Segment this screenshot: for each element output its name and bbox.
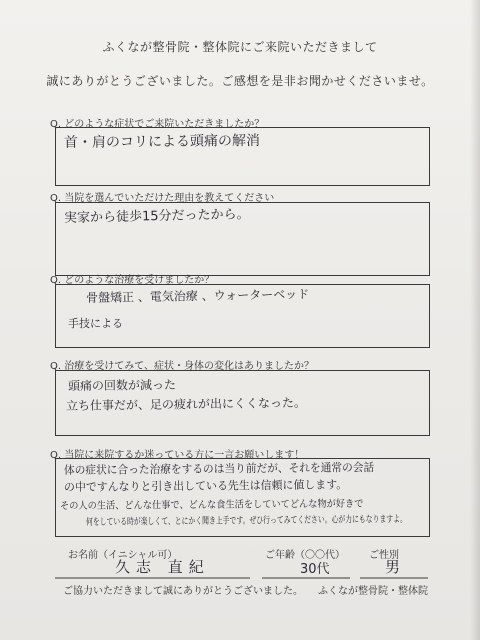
footer-clinic: ふくなが整骨院・整体院 [318, 586, 428, 597]
answer-4-line-1: 頭痛の回数が減った [67, 377, 177, 393]
answer-3-line-1: 骨盤矯正 、電気治療 、ウォーターベッド [85, 287, 310, 305]
answer-1-line-1: 首・肩のコリによる頭痛の解消 [63, 132, 261, 151]
answer-4-line-2: 立ち仕事だが、足の疲れが出にくくなった。 [65, 395, 307, 413]
gender-value: 男 [385, 558, 401, 576]
question-1-label: Q. どのような症状でご来院いただきましたか？ [50, 119, 265, 130]
answer-5-line-1: 体の症状に合った治療をするのは当り前だが、それを通常の会話 [63, 460, 375, 477]
question-5-label: Q. 当院に来院するか迷っている方に一言お願いします！ [50, 450, 305, 461]
age-label: ご年齢（〇〇代） [265, 550, 345, 561]
answer-3-line-2: 手技による [68, 317, 123, 330]
answer-5-line-4: 何をしている時が楽しくて、とにかく聞き上手です。ぜひ行ってみてください。心が力にもなりますよ。 [85, 513, 407, 528]
answer-5-line-3: その人の生活、どんな仕事で、どんな食生活をしていてどんな物が好きで [59, 498, 364, 512]
name-label: お名前（イニシャル可） [68, 550, 178, 561]
header-line-1: ふくなが整骨院・整体院にご来院いただきまして [102, 40, 378, 54]
question-3-label: Q. どのような治療を受けましたか？ [50, 275, 215, 286]
answer-2-line-1: 実家から徒歩15分だったから。 [63, 207, 250, 226]
name-value: 久志 直紀 [115, 558, 210, 576]
question-4-label: Q. 治療を受けてみて、症状・身体の変化はありましたか？ [50, 361, 315, 372]
answer-5-line-2: の中ですんなりと引き出している先生は信頼に値します。 [63, 477, 348, 494]
footer-thanks: ご協力いただきまして誠にありがとうございました。 [63, 586, 303, 597]
question-2-label: Q. 当院を選んでいただけた理由を教えてください [50, 193, 275, 204]
header-line-2: 誠にありがとうございました。ご感想を是非お聞かせくださいませ。 [46, 74, 434, 88]
gender-label: ご性別 [369, 550, 399, 561]
age-value: 30代 [300, 562, 330, 577]
